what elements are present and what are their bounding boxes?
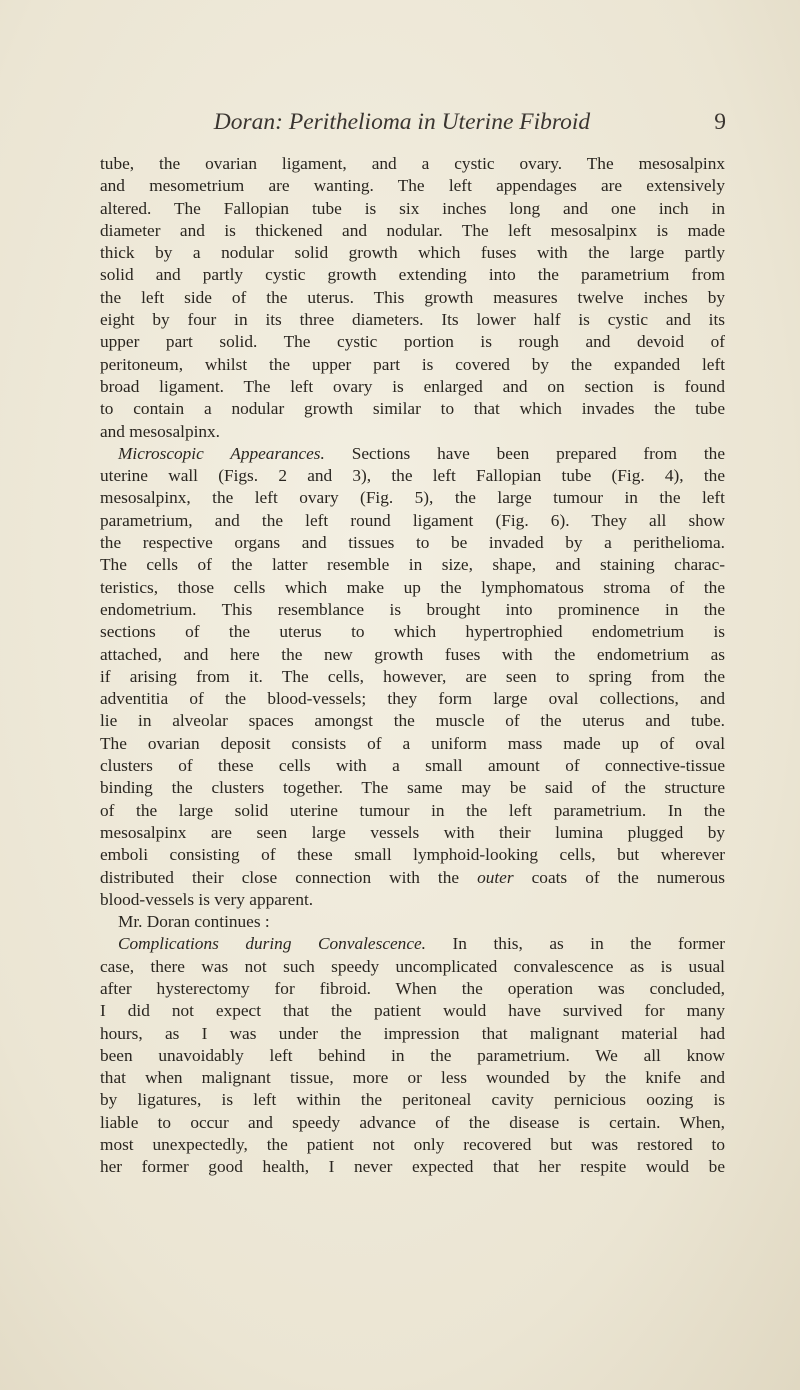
- text-line: [100, 933, 725, 955]
- text-line: been unavoidably left behind in the parametrium. We all know: [100, 1045, 725, 1065]
- text-line: broad ligament. The left ovary is enlarged and on section is found: [100, 376, 725, 396]
- text-line: diameter and is thickened and nodular. The left mesosalpinx is made: [100, 220, 725, 240]
- body-text: [100, 153, 725, 1179]
- text-line: blood-vessels is very apparent.: [100, 889, 314, 909]
- text-line: sections of the uterus to which hypertrophied endometrium is: [100, 622, 725, 642]
- paragraph-microscopic-appearances: [100, 443, 725, 911]
- text-line: of the large solid uterine tumour in the left parametrium. In the: [100, 800, 725, 820]
- text-line: hours, as I was under the impression that malignant material had: [100, 1023, 725, 1043]
- paragraph-gross-description: [100, 153, 725, 443]
- text-line: adventitia of the blood-vessels; they form large oval collections, and: [100, 689, 725, 709]
- text-line: that when malignant tissue, more or less wounded by the knife and: [100, 1068, 725, 1088]
- text-line: and mesometrium are wanting. The left appendages are extensively: [100, 176, 725, 196]
- text-line: to contain a nodular growth similar to that which invades the tube: [100, 399, 725, 419]
- text-line: mesosalpinx, the left ovary (Fig. 5), the large tumour in the left: [100, 488, 725, 508]
- text-line: upper part solid. The cystic portion is rough and devoid of: [100, 332, 725, 352]
- italic-word: outer: [477, 867, 514, 887]
- running-header: [118, 104, 726, 140]
- text-line: tube, the ovarian ligament, and a cystic ovary. The mesosalpinx: [100, 154, 725, 173]
- text-line: and mesosalpinx.: [100, 421, 220, 441]
- text-line: the respective organs and tissues to be invaded by a perithelioma.: [100, 533, 725, 553]
- text-line: clusters of these cells with a small amount of connective-tissue: [100, 756, 725, 776]
- text-line: I did not expect that the patient would have survived for many: [100, 1001, 725, 1021]
- text-line: lie in alveolar spaces amongst the muscle of the uterus and tube.: [100, 711, 725, 731]
- page-number: 9: [714, 109, 726, 135]
- text-line: teristics, those cells which make up the lymphomatous stroma of the: [100, 577, 725, 597]
- text-line: case, there was not such speedy uncomplicated convalescence as is usual: [100, 956, 725, 976]
- paragraph-continues: [100, 911, 725, 933]
- text-line: endometrium. This resemblance is brought into prominence in the: [100, 599, 725, 619]
- text-line: the left side of the uterus. This growth measures twelve inches by: [100, 287, 725, 307]
- text-line: binding the clusters together. The same may be said of the structure: [100, 778, 725, 798]
- text-line: altered. The Fallopian tube is six inches long and one inch in: [100, 198, 725, 218]
- text-line: attached, and here the new growth fuses with the endometrium as: [100, 644, 725, 664]
- text-run: In this, as in the former: [452, 934, 725, 954]
- text-run: distributed their close connection with the: [100, 867, 460, 887]
- text-line: most unexpectedly, the patient not only recovered but was restored to: [100, 1135, 725, 1155]
- text-line: peritoneum, whilst the upper part is covered by the expanded left: [100, 354, 725, 374]
- text-line: The ovarian deposit consists of a uniform mass made up of oval: [100, 733, 725, 753]
- text-line: thick by a nodular solid growth which fuses with the large partly: [100, 243, 725, 263]
- text-line: [100, 867, 725, 889]
- text-line: The cells of the latter resemble in size, shape, and staining charac-: [100, 555, 725, 575]
- text-run: coats of the numerous: [531, 867, 725, 887]
- text-line: mesosalpinx are seen large vessels with their lumina plugged by: [100, 822, 725, 842]
- section-heading: Complications during Convalescence.: [118, 934, 426, 954]
- text-run: Sections have been prepared from the: [351, 443, 725, 463]
- text-line: if arising from it. The cells, however, are seen to spring from the: [100, 666, 725, 686]
- text-line: Mr. Doran continues :: [118, 912, 270, 932]
- text-line: liable to occur and speedy advance of the disease is certain. When,: [100, 1112, 725, 1132]
- text-line: [100, 443, 725, 465]
- text-line: by ligatures, is left within the peritoneal cavity pernicious oozing is: [100, 1090, 725, 1110]
- running-title: Doran: Perithelioma in Uterine Fibroid: [213, 109, 591, 135]
- text-line: her former good health, I never expected that her respite would be: [100, 1157, 725, 1177]
- paragraph-complications: [100, 933, 725, 1178]
- text-line: emboli consisting of these small lymphoid-looking cells, but wherever: [100, 845, 725, 865]
- text-line: uterine wall (Figs. 2 and 3), the left Fallopian tube (Fig. 4), the: [100, 466, 725, 486]
- text-line: eight by four in its three diameters. Its lower half is cystic and its: [100, 310, 725, 330]
- text-line: solid and partly cystic growth extending into the parametrium from: [100, 265, 725, 285]
- text-line: parametrium, and the left round ligament (Fig. 6). They all show: [100, 510, 725, 530]
- section-heading: Microscopic Appearances.: [118, 443, 325, 463]
- text-line: after hysterectomy for fibroid. When the operation was concluded,: [100, 978, 725, 998]
